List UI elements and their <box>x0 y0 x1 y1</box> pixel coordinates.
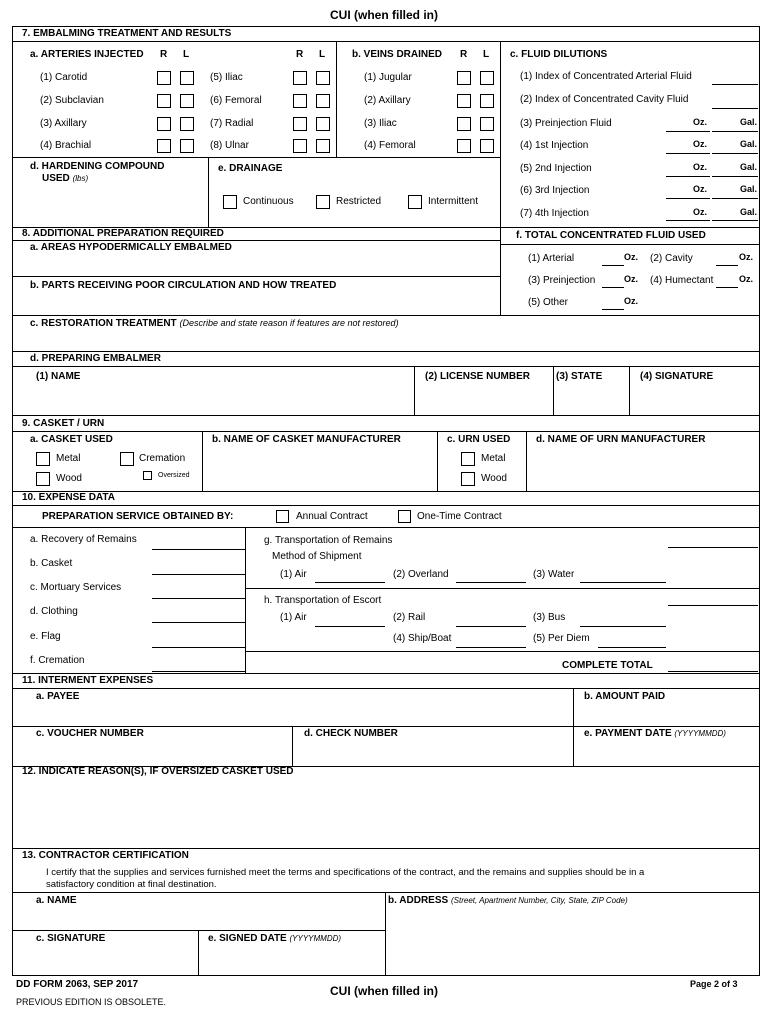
certification-text: I certify that the supplies and services furnished meet the terms and specifications of the contract, and the remains and supplies should be in a <box>46 867 645 878</box>
section-10-title: 10. EXPENSE DATA <box>22 492 115 503</box>
vein-iliac-r-checkbox[interactable] <box>457 117 471 131</box>
restoration-label <box>30 317 399 330</box>
artery-radial-r-checkbox[interactable] <box>293 117 307 131</box>
areas-hypodermic-label: a. AREAS HYPODERMICALLY EMBALMED <box>30 242 232 253</box>
restoration-note: (Describe and state reason if features are not restored) <box>179 318 399 328</box>
signed-date-label <box>208 933 341 945</box>
oz-label: Oz. <box>624 274 639 284</box>
artery-iliac-label: (5) Iliac <box>210 72 243 83</box>
vein-axillary-l-checkbox[interactable] <box>480 94 494 108</box>
onetime-contract-checkbox[interactable] <box>398 510 411 523</box>
oz-label: Oz. <box>693 184 708 194</box>
expense-recovery-field[interactable] <box>152 549 245 550</box>
vein-iliac-label: (3) Iliac <box>364 118 397 129</box>
page-number: Page 2 of 3 <box>690 979 738 989</box>
first-injection-oz-field[interactable] <box>666 153 710 154</box>
preinjection-oz-field[interactable] <box>666 131 710 132</box>
section-9-title: 9. CASKET / URN <box>22 418 105 429</box>
gal-label: Gal. <box>740 207 758 217</box>
oz-label: Oz. <box>739 252 754 262</box>
drainage-title: e. DRAINAGE <box>218 163 283 174</box>
complete-total-label: COMPLETE TOTAL <box>562 660 653 671</box>
vein-jugular-r-checkbox[interactable] <box>457 71 471 85</box>
amount-paid-label: b. AMOUNT PAID <box>584 691 666 702</box>
artery-femoral-r-checkbox[interactable] <box>293 94 307 108</box>
expense-flag-field[interactable] <box>152 647 245 648</box>
artery-iliac-r-checkbox[interactable] <box>293 71 307 85</box>
signed-date-title: e. SIGNED DATE <box>208 933 287 944</box>
total-arterial-label: (1) Arterial <box>528 253 575 264</box>
artery-axillary-label: (3) Axillary <box>40 118 87 129</box>
escort-air-label: (1) Air <box>280 612 307 623</box>
address-title: b. ADDRESS <box>388 895 449 906</box>
total-preinjection-label: (3) Preinjection <box>528 275 596 286</box>
casket-metal-label: Metal <box>56 453 81 464</box>
artery-subclavian-l-checkbox[interactable] <box>180 94 194 108</box>
annual-contract-label: Annual Contract <box>296 511 368 522</box>
contractor-name-label: a. NAME <box>36 895 77 906</box>
drainage-intermittent-label: Intermittent <box>428 196 479 207</box>
urn-wood-label: Wood <box>481 473 507 484</box>
casket-used-label: a. CASKET USED <box>30 434 113 445</box>
section-12-title: 12. INDICATE REASON(S), IF OVERSIZED CASKET USED <box>22 766 294 777</box>
artery-ulnar-l-checkbox[interactable] <box>316 139 330 153</box>
method-shipment-label: Method of Shipment <box>272 551 362 562</box>
urn-metal-checkbox[interactable] <box>461 452 475 466</box>
drainage-continuous-label: Continuous <box>243 196 294 207</box>
total-humectant-label: (4) Humectant <box>650 275 714 286</box>
address-note: (Street, Apartment Number, City, State, ZIP Code) <box>450 896 628 905</box>
oz-label: Oz. <box>624 296 639 306</box>
section-13-title: 13. CONTRACTOR CERTIFICATION <box>22 850 189 861</box>
vein-femoral-r-checkbox[interactable] <box>457 139 471 153</box>
vein-femoral-l-checkbox[interactable] <box>480 139 494 153</box>
total-preinjection-field[interactable] <box>602 287 624 288</box>
vein-axillary-r-checkbox[interactable] <box>457 94 471 108</box>
casket-wood-checkbox[interactable] <box>36 472 50 486</box>
vein-iliac-l-checkbox[interactable] <box>480 117 494 131</box>
artery-brachial-l-checkbox[interactable] <box>180 139 194 153</box>
poor-circulation-label: b. PARTS RECEIVING POOR CIRCULATION AND HOW TREATED <box>30 280 337 291</box>
artery-subclavian-r-checkbox[interactable] <box>157 94 171 108</box>
casket-manufacturer-label: b. NAME OF CASKET MANUFACTURER <box>212 434 401 445</box>
artery-ulnar-r-checkbox[interactable] <box>293 139 307 153</box>
cui-header: CUI (when filled in) <box>330 8 438 22</box>
first-injection-label: (4) 1st Injection <box>520 140 589 151</box>
preinjection-fluid-label: (3) Preinjection Fluid <box>520 118 612 129</box>
artery-carotid-r-checkbox[interactable] <box>157 71 171 85</box>
total-cavity-label: (2) Cavity <box>650 253 693 264</box>
casket-oversized-checkbox[interactable] <box>143 471 152 480</box>
voucher-label: c. VOUCHER NUMBER <box>36 728 144 739</box>
contractor-address-label <box>388 895 628 907</box>
preparing-embalmer-title: d. PREPARING EMBALMER <box>30 353 161 364</box>
drainage-continuous-checkbox[interactable] <box>223 195 237 209</box>
index-arterial-label: (1) Index of Concentrated Arterial Fluid <box>520 71 692 82</box>
first-injection-gal-field[interactable] <box>712 153 758 154</box>
arteries-l-header: L <box>183 49 190 60</box>
expense-clothing-label: d. Clothing <box>30 606 78 617</box>
arteries-r-header-2: R <box>296 49 304 60</box>
vein-jugular-l-checkbox[interactable] <box>480 71 494 85</box>
escort-bus-field[interactable] <box>580 626 666 627</box>
gal-label: Gal. <box>740 162 758 172</box>
fourth-injection-label: (7) 4th Injection <box>520 208 589 219</box>
third-injection-gal-field[interactable] <box>712 198 758 199</box>
index-cavity-field[interactable] <box>712 108 758 109</box>
ship-air-field[interactable] <box>315 582 385 583</box>
oz-label: Oz. <box>693 162 708 172</box>
payment-date-label <box>584 728 726 740</box>
certification-text-2: satisfactory condition at final destination. <box>46 879 217 890</box>
total-other-label: (5) Other <box>528 297 569 308</box>
artery-radial-l-checkbox[interactable] <box>316 117 330 131</box>
hardening-used-label: USED <box>42 173 70 184</box>
urn-manufacturer-label: d. NAME OF URN MANUFACTURER <box>536 434 706 445</box>
expense-cremation-label: f. Cremation <box>30 655 85 666</box>
fourth-injection-oz-field[interactable] <box>666 220 710 221</box>
artery-subclavian-label: (2) Subclavian <box>40 95 104 106</box>
index-arterial-field[interactable] <box>712 84 758 85</box>
total-fluid-title: f. TOTAL CONCENTRATED FLUID USED <box>516 230 706 241</box>
second-injection-label: (5) 2nd Injection <box>520 163 592 174</box>
artery-brachial-label: (4) Brachial <box>40 140 92 151</box>
hardening-title-2 <box>42 173 88 185</box>
form-number: DD FORM 2063, SEP 2017 <box>16 979 139 990</box>
embalmer-state-label: (3) STATE <box>556 371 603 382</box>
section-8-title: 8. ADDITIONAL PREPARATION REQUIRED <box>22 228 224 239</box>
second-injection-oz-field[interactable] <box>666 176 710 177</box>
oz-label: Oz. <box>693 117 708 127</box>
artery-brachial-r-checkbox[interactable] <box>157 139 171 153</box>
gal-label: Gal. <box>740 117 758 127</box>
transport-remains-field[interactable] <box>668 547 758 548</box>
ship-water-field[interactable] <box>580 582 666 583</box>
section-7-title: 7. EMBALMING TREATMENT AND RESULTS <box>22 28 232 39</box>
expense-mortuary-label: c. Mortuary Services <box>30 582 122 593</box>
casket-metal-checkbox[interactable] <box>36 452 50 466</box>
escort-bus-label: (3) Bus <box>533 612 566 623</box>
urn-wood-checkbox[interactable] <box>461 472 475 486</box>
check-label: d. CHECK NUMBER <box>304 728 398 739</box>
escort-ship-field[interactable] <box>456 647 526 648</box>
drainage-restricted-checkbox[interactable] <box>316 195 330 209</box>
expense-casket-field[interactable] <box>152 574 245 575</box>
gal-label: Gal. <box>740 184 758 194</box>
payee-label: a. PAYEE <box>36 691 80 702</box>
ship-air-label: (1) Air <box>280 569 307 580</box>
casket-wood-label: Wood <box>56 473 82 484</box>
vein-jugular-label: (1) Jugular <box>364 72 412 83</box>
artery-axillary-l-checkbox[interactable] <box>180 117 194 131</box>
arteries-title: a. ARTERIES INJECTED <box>30 49 144 60</box>
artery-carotid-label: (1) Carotid <box>40 72 88 83</box>
hardening-title: d. HARDENING COMPOUND <box>30 161 165 172</box>
arteries-l-header-2: L <box>319 49 326 60</box>
artery-axillary-r-checkbox[interactable] <box>157 117 171 131</box>
artery-ulnar-label: (8) Ulnar <box>210 140 249 151</box>
third-injection-label: (6) 3rd Injection <box>520 185 590 196</box>
total-cavity-field[interactable] <box>716 265 738 266</box>
drainage-restricted-label: Restricted <box>336 196 382 207</box>
artery-femoral-label: (6) Femoral <box>210 95 262 106</box>
total-arterial-field[interactable] <box>602 265 624 266</box>
signed-date-format: (YYYYMMDD) <box>289 934 342 943</box>
escort-ship-label: (4) Ship/Boat <box>393 633 452 644</box>
total-humectant-field[interactable] <box>716 287 738 288</box>
escort-perdiem-label: (5) Per Diem <box>533 633 590 644</box>
oz-label: Oz. <box>739 274 754 284</box>
veins-r-header: R <box>460 49 468 60</box>
expense-clothing-field[interactable] <box>152 622 245 623</box>
section-11-title: 11. INTERMENT EXPENSES <box>22 675 154 686</box>
fourth-injection-gal-field[interactable] <box>712 220 758 221</box>
escort-perdiem-field[interactable] <box>598 647 666 648</box>
veins-l-header: L <box>483 49 490 60</box>
fluid-dilutions-title: c. FLUID DILUTIONS <box>510 49 608 60</box>
escort-rail-label: (2) Rail <box>393 612 426 623</box>
vein-axillary-label: (2) Axillary <box>364 95 411 106</box>
restoration-title: c. RESTORATION TREATMENT <box>30 318 177 329</box>
transport-escort-label: h. Transportation of Escort <box>264 595 382 606</box>
oz-label: Oz. <box>693 207 708 217</box>
index-cavity-label: (2) Index of Concentrated Cavity Fluid <box>520 94 689 105</box>
artery-carotid-l-checkbox[interactable] <box>180 71 194 85</box>
expense-mortuary-field[interactable] <box>152 598 245 599</box>
embalmer-name-label: (1) NAME <box>36 371 81 382</box>
prep-service-label: PREPARATION SERVICE OBTAINED BY: <box>42 511 234 522</box>
third-injection-oz-field[interactable] <box>666 198 710 199</box>
embalmer-license-label: (2) LICENSE NUMBER <box>425 371 531 382</box>
escort-air-field[interactable] <box>315 626 385 627</box>
casket-cremation-label: Cremation <box>139 453 186 464</box>
veins-title: b. VEINS DRAINED <box>352 49 443 60</box>
casket-oversized-label: Oversized <box>158 472 190 479</box>
contractor-signature-label: c. SIGNATURE <box>36 933 106 944</box>
total-other-field[interactable] <box>602 309 624 310</box>
annual-contract-checkbox[interactable] <box>276 510 289 523</box>
gal-label: Gal. <box>740 139 758 149</box>
oz-label: Oz. <box>693 139 708 149</box>
second-injection-gal-field[interactable] <box>712 176 758 177</box>
artery-iliac-l-checkbox[interactable] <box>316 71 330 85</box>
artery-femoral-l-checkbox[interactable] <box>316 94 330 108</box>
expense-casket-label: b. Casket <box>30 558 73 569</box>
drainage-intermittent-checkbox[interactable] <box>408 195 422 209</box>
hardening-unit: (lbs) <box>72 174 89 183</box>
cui-footer: CUI (when filled in) <box>330 984 438 998</box>
arteries-r-header: R <box>160 49 168 60</box>
ship-water-label: (3) Water <box>533 569 575 580</box>
ship-overland-label: (2) Overland <box>393 569 449 580</box>
ship-overland-field[interactable] <box>456 582 526 583</box>
onetime-contract-label: One-Time Contract <box>417 511 502 522</box>
transport-remains-label: g. Transportation of Remains <box>264 535 393 546</box>
payment-date-title: e. PAYMENT DATE <box>584 728 672 739</box>
escort-rail-field[interactable] <box>456 626 526 627</box>
casket-cremation-checkbox[interactable] <box>120 452 134 466</box>
preinjection-gal-field[interactable] <box>712 131 758 132</box>
vein-femoral-label: (4) Femoral <box>364 140 416 151</box>
urn-used-label: c. URN USED <box>447 434 511 445</box>
expense-recovery-label: a. Recovery of Remains <box>30 534 137 545</box>
expense-flag-label: e. Flag <box>30 631 61 642</box>
transport-escort-field[interactable] <box>668 605 758 606</box>
oz-label: Oz. <box>624 252 639 262</box>
payment-date-format: (YYYYMMDD) <box>674 729 726 738</box>
complete-total-field[interactable] <box>668 671 758 672</box>
artery-radial-label: (7) Radial <box>210 118 254 129</box>
urn-metal-label: Metal <box>481 453 506 464</box>
expense-cremation-field[interactable] <box>152 671 245 672</box>
embalmer-signature-label: (4) SIGNATURE <box>640 371 714 382</box>
obsolete-notice: PREVIOUS EDITION IS OBSOLETE. <box>16 997 167 1007</box>
